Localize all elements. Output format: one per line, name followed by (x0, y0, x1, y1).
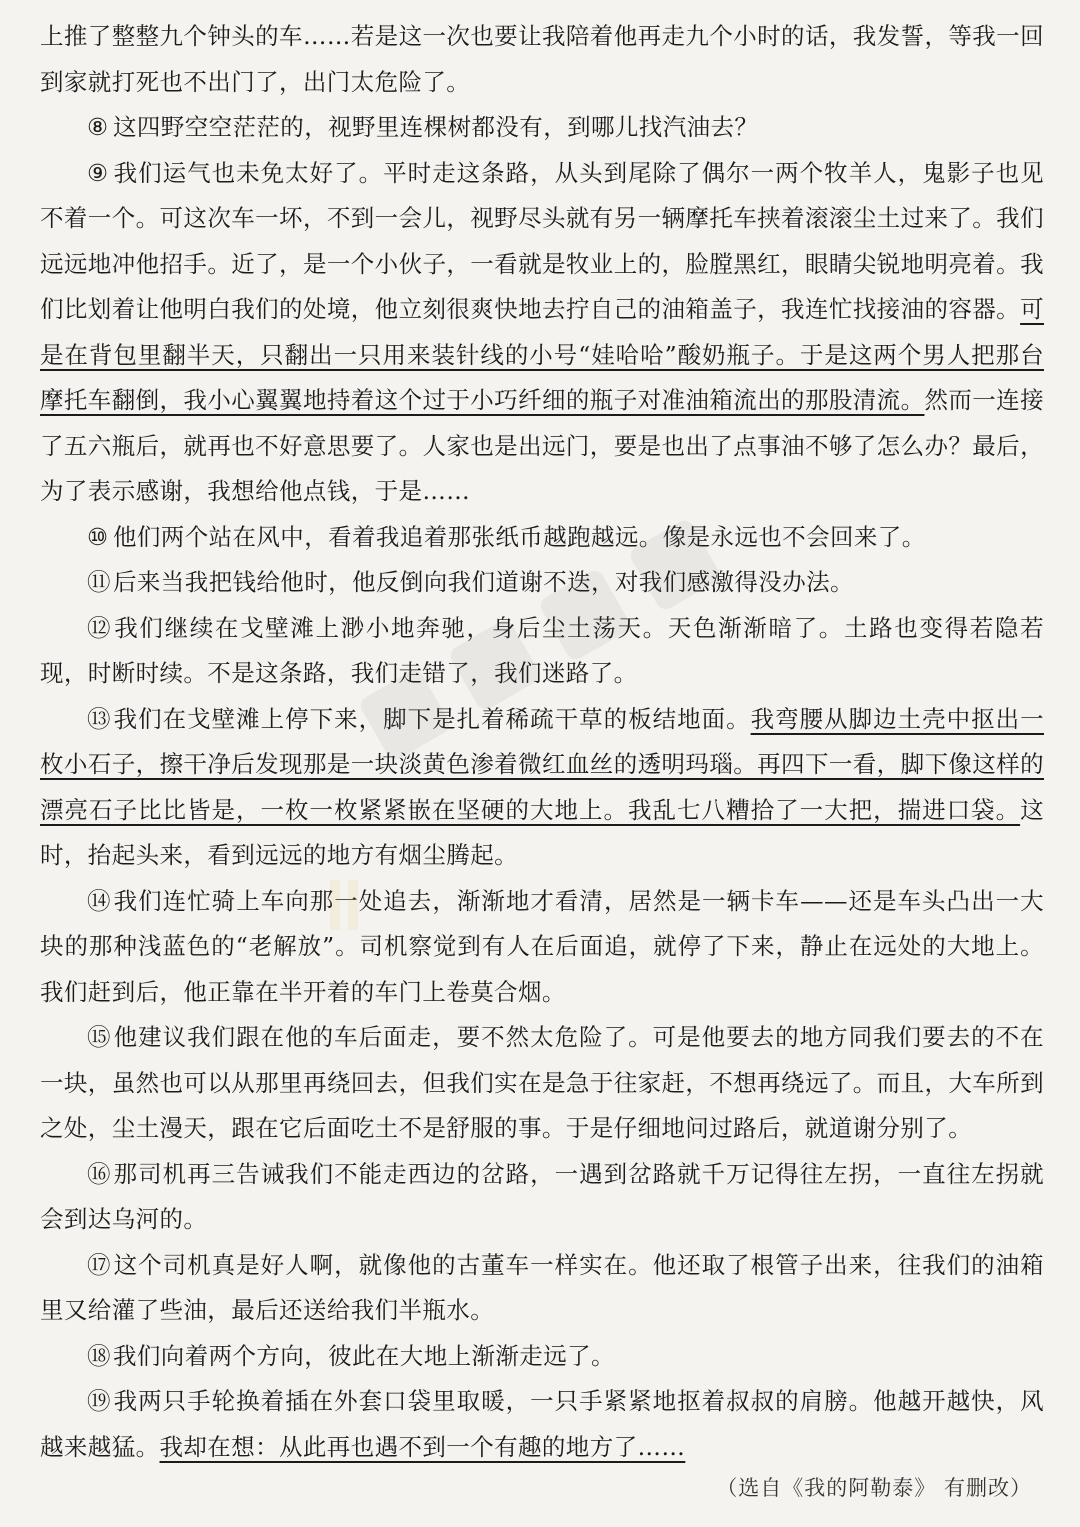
underlined-passage: 我弯腰从脚边土壳中抠出一枚小石子，擦干净后发现那是一块淡黄色渗着微红血丝的透明玛瑙。再四下一看，脚下像这样的漂亮石子比比皆是，一枚一枚紧紧嵌在坚硬的大地上。我乱七八糟拾了一大把，揣进口袋。 (40, 704, 1044, 824)
paragraph-text: 我两只手轮换着插在外套口袋里取暖，一只手紧紧地抠着叔叔的肩膀。他越开越快，风越来越猛。 (40, 1387, 1044, 1461)
paragraph-text: 他们两个站在风中，看着我追着那张纸币越跑越远。像是永远也不会回来了。 (113, 522, 926, 551)
paragraph-number: ⑧ (87, 113, 109, 141)
paragraph-number: ⑲ (87, 1387, 111, 1415)
paragraph-11 (40, 560, 1044, 606)
paragraph-number: ⑱ (87, 1341, 111, 1370)
paragraph-number: ⑮ (87, 1023, 111, 1051)
paragraph-text: 这时，抬起头来，看到远远的地方有烟尘腾起。 (40, 795, 1044, 869)
paragraph-text: 我们在戈壁滩上停下来，脚下是扎着稀疏干草的板结地面。 (113, 704, 751, 733)
paragraph-text: 我们继续在戈壁滩上渺小地奔驰，身后尘土荡天。天色渐渐暗了。土路也变得若隐若现，时断时续。不是这条路，我们走错了，我们迷路了。 (40, 613, 1044, 687)
document-body (40, 14, 1044, 1470)
paragraph-17 (40, 1243, 1044, 1334)
paragraph-number: ⑭ (87, 886, 111, 915)
paragraph-14 (40, 879, 1044, 1016)
paragraph-number: ⑨ (87, 158, 109, 187)
paragraph-19 (40, 1379, 1044, 1470)
source-citation: （选自《我的阿勒泰》 有删改） (716, 1476, 1032, 1500)
paragraph-text: 后来当我把钱给他时，他反倒向我们道谢不迭，对我们感激得没办法。 (113, 568, 854, 596)
paragraph-text: 上推了整整九个钟头的车……若是这一次也要让我陪着他再走九个小时的话，我发誓，等我一回到家就打死也不出门了，出门太危险了。 (40, 22, 1044, 96)
paragraph-10 (40, 515, 1044, 561)
paragraph-9 (40, 151, 1044, 515)
paragraph-13 (40, 697, 1044, 879)
paragraph-text: 我们向着两个方向，彼此在大地上渐渐走远了。 (113, 1341, 615, 1370)
paragraph-18 (40, 1334, 1044, 1380)
paragraph-number: ⑩ (87, 522, 109, 551)
paragraph-number: ⑬ (87, 704, 111, 733)
paragraph-text: 他建议我们跟在他的车后面走，要不然太危险了。可是他要去的地方同我们要去的不在一块，虽然也可以从那里再绕回去，但我们实在是急于往家赶，不想再绕远了。而且，大车所到之处，尘土漫天，跟在它后面吃土不是舒服的事。于是仔细地问过路后，就道谢分别了。 (40, 1023, 1044, 1142)
paragraph-number: ⑯ (87, 1159, 111, 1188)
paragraph-number: ⑰ (87, 1250, 111, 1279)
paragraph-text: 这四野空空茫茫的，视野里连棵树都没有，到哪儿找汽油去？ (113, 113, 759, 141)
paragraph-text: 然而一连接了五六瓶后，就再也不好意思要了。人家也是出远门，要是也出了点事油不够了怎么办？最后，为了表示感谢，我想给他点钱，于是…… (40, 386, 1044, 505)
paragraph-8 (40, 105, 1044, 151)
paragraph-text: 我们连忙骑上车向那一处追去，渐渐地才看清，居然是一辆卡车——还是车头凸出一大块的那种浅蓝色的“老解放”。司机察觉到有人在后面追，就停了下来，静止在远处的大地上。我们赶到后，他正靠在半开着的车门上卷莫合烟。 (40, 886, 1044, 1006)
paragraph-7-tail (40, 14, 1044, 105)
underlined-passage: 我却在想：从此再也遇不到一个有趣的地方了…… (159, 1432, 686, 1461)
paragraph-text: 那司机再三告诫我们不能走西边的岔路，一遇到岔路就千万记得往左拐，一直往左拐就会到达乌河的。 (40, 1159, 1044, 1233)
paragraph-16 (40, 1152, 1044, 1243)
paragraph-number: ⑫ (87, 613, 111, 642)
paragraph-text: 这个司机真是好人啊，就像他的古董车一样实在。他还取了根管子出来，往我们的油箱里又给灌了些油，最后还送给我们半瓶水。 (40, 1250, 1044, 1324)
paragraph-number: ⑪ (87, 568, 111, 596)
paragraph-15 (40, 1015, 1044, 1152)
paragraph-text: 我们运气也未免太好了。平时走这条路，从头到尾除了偶尔一两个牧羊人，鬼影子也见不着一个。可这次车一坏，不到一会儿，视野尽头就有另一辆摩托车挟着滚滚尘土过来了。我们远远地冲他招手。近了，是一个小伙子，一看就是牧业上的，脸膛黑红，眼睛尖锐地明亮着。我们比划着让他明白我们的处境，他立刻很爽快地去拧自己的油箱盖子，我连忙找接油的容器。 (40, 158, 1044, 323)
paragraph-12 (40, 606, 1044, 697)
underlined-passage: 可是在背包里翻半天，只翻出一只用来装针线的小号“娃哈哈”酸奶瓶子。于是这两个男人把那台摩托车翻倒，我小心翼翼地持着这个过于小巧纤细的瓶子对准油箱流出的那股清流。 (40, 295, 1044, 414)
